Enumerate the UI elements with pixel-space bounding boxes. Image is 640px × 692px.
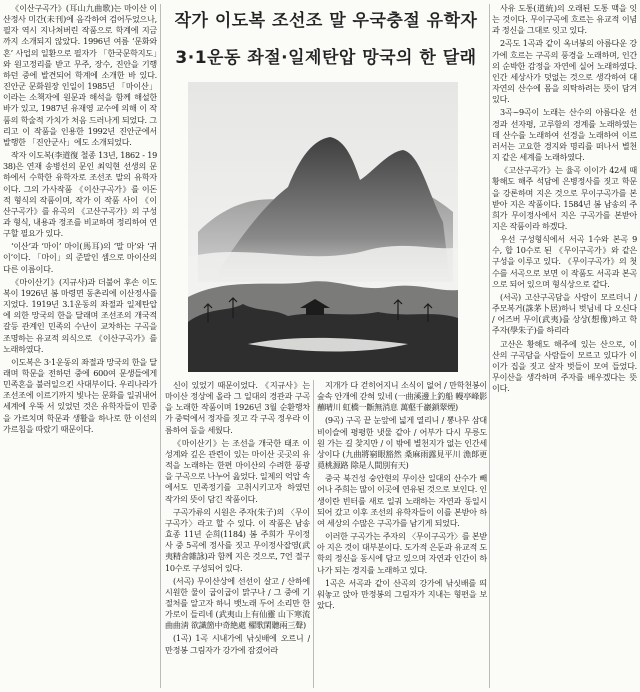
col1-paragraph: 《마이산기》(지규사)과 더불어 후손 이도복이 1926년 봄 마령면 동촌리에 이산정사를 지었다. 1919년 3.1운동의 좌절과 일제탄압에 의한 망국의 한을 달래며 조선조의 개국적 갈등 관계인 민족의 수난이 교차하는 구곡을 조명하는 유교적 의식으로 《이산구곡가》를 노래하였다.	[3, 276, 157, 354]
col2-paragraph: 구곡가류의 시원은 주자(朱子)의 〈무이구곡가〉라고 할 수 있다. 이 작품은 남송 효종 11년 순희(1184) 봄 주희가 무이정사 중 5곡에 정사를 짓고 무이정사잡영(武夷精舍雜詠)과 함께 지은 것으로, 7언 절구 10수로 구성되어 있다.	[165, 506, 310, 573]
ink-landscape-illustration	[188, 82, 458, 372]
col2-paragraph: (서곡) 무이산상에 선선이 살고 / 산하에 시원한 물이 굽이굽이 맑구나 / 그 중에 기절처를 알고자 하니 뱃노래 두어 소리만 한가로이 들리네 (武夷山上有仙靈 山下寒流曲曲淸 欲識箇中奇絶處 櫂歌閑聽兩三聲)	[165, 575, 310, 631]
col3-paragraph: 이러한 구곡가는 주자의 〈무이구곡가〉를 본받아 지은 것이 대부분이다. 도가적 은둔과 유교적 도학의 정신을 동시에 담고 있으며 자연과 인간이 하나가 되는 경지를 노래하고 있다.	[317, 531, 487, 575]
text-column-3	[317, 380, 487, 690]
col4-paragraph: 고산은 황해도 해주에 있는 산으로, 이 산의 구곡담을 사람들이 모르고 있다가 이이가 집을 짓고 살자 벗들이 모여 들었다. 무이산을 생각하며 주자를 배우겠다는 뜻이다.	[492, 338, 637, 394]
col4-paragraph: 3곡~9곡이 노래는 산수의 아름다운 선경과 선자평, 고루함의 경계를 노래하였는데 산수를 노래하여 선경을 노래하여 이르러서는 고요한 경지와 명리를 떠나서 별천지 같은 세계를 노래하였다.	[492, 107, 637, 163]
col1-paragraph: ‘이산’과 ‘마이’ 마이(馬耳)의 ‘말 마’와 ‘귀 이’이다. 「마이」의 준말인 셈으로 마이산의 다른 이름이다.	[3, 241, 157, 274]
col1-paragraph: 이도복은 3·1운동의 좌절과 망국의 한을 달래며 학문을 전하던 중에 600여 문생들에게 민족혼을 불러일으킨 사대부이다. 우리나라가 조선조에 이르기까지 빛나는 문화를 일궈내어 세계에 우뚝 서 있었던 것은 유학자들이 민중을 가르치며 학문과 생활을 하나로 한 이선의 가르침을 따랐기 때문이다.	[3, 356, 157, 434]
article-title-block	[165, 0, 487, 72]
col4-paragraph: 우선 구성형식에서 서곡 1수와 본곡 9수, 합 10수로 된 《무이구곡가》와 같은 구성을 이루고 있다. 《무이구곡가》의 첫 수를 서곡으로 보면 이 작품도 서곡과 본곡으로 되어 있으며 형식상으로 같다.	[492, 234, 637, 289]
text-column-1	[3, 3, 157, 689]
col4-paragraph: (서곡) 고산구곡담을 사람이 모르더니 / 주모복거(誅茅卜居)하니 벗님네 다 오신다 / 어즈버 무이(武夷)를 상상(想像)하고 학주자(學朱子)를 하리라	[492, 291, 637, 336]
col4-paragraph: 2곡도 1곡과 같이 옥녀봉의 아름다운 강가에 흐르는 구곡의 풍경을 노래하며, 인간의 순박한 감정을 자연에 실어 노래하였다. 인간 세상사가 덧없는 것으로 생각하여 대자연의 산수에 몸을 의탁하려는 뜻이 담겨 있다.	[492, 38, 637, 105]
col2-paragraph: 신이 있었기 때문이었다. 《지규사》는 마이산 정상에 올라 그 일대의 경관과 구곡을 노래한 작품이며 1926년 3월 순환행차가 중턱에서 정자를 짓고 각 구곡 정우라 이름하여 돌을 세웠다.	[165, 380, 310, 435]
col3-paragraph: 중국 북건성 숭안현의 무이산 일대의 산수가 빼어나 주희는 많이 이곳에 연유된 것으로 보인다. 인생이란 빈터를 새로 일궈 노래하는 자연과 동일시 되어 갔고 이후 조선의 유학자들이 이를 본받아 하여 세상의 수많은 구곡가를 남기게 되었다.	[317, 473, 487, 528]
col2-paragraph: 《마이산기》는 조선을 개국한 태조 이성계와 깊은 관련이 있는 마이산 곳곳의 유적을 노래하는 한편 마이산의 수려한 풍광을 구곡으로 나누어 읊었다. 일제의 억압 속에서도 민족정기를 고취시키고자 하였던 작가의 뜻이 담긴 작품이다.	[165, 437, 310, 504]
column-rule-2	[313, 380, 314, 688]
article-title-line-1: 작가 이도복 조선조 말 우국충절 유학자	[174, 11, 478, 31]
col1-paragraph: 작자 이도복(李道復 철종 13년, 1862 - 1938)은 연재 송병선의 문인 최익현 선생의 문하에서 수학한 유학자로 조선조 말의 유학자이다. 그의 가사작품 《이산구곡가》를 이돈적 형식의 작품이며, 작가 이 작품 사이 《이산구곡가》를 유곡의 《고산구곡가》의 구성과 형식, 내용과 정조를 비교하며 정리하여 연구할 필요가 있다.	[3, 150, 157, 239]
column-rule-1	[160, 4, 161, 688]
col3-paragraph: 1곡은 서곡과 같이 산곡의 강가에 낚싯배를 띄워놓고 앉아 만정봉의 그림자가 지내는 형편을 보았다.	[317, 577, 487, 610]
col3-paragraph: (9곡) 구곡 끝 눈앞에 넓게 열리니 / 뽕나무 삼대 비이슬에 평평한 냇물 같아 / 어부가 다시 무릉도원 가는 길 찾지만 / 이 밖에 별천지가 없는 인간세상이다 (九曲將窮眼豁然 桑麻雨露見平川 漁郞更覓桃源路 除是人間別有天)	[317, 415, 487, 471]
col4-paragraph: 사유 도통(道統)의 오래된 도통 맥을 잇는 것이다. 무이구곡에 흐르는 유교적 이념과 정신을 그대로 잇고 있다.	[492, 3, 637, 36]
text-column-4	[492, 3, 637, 689]
column-rule-3	[489, 4, 490, 688]
col2-paragraph: (1곡) 1곡 시내가에 낚싯배에 오르니 / 만정봉 그림자가 강가에 잠겼어라	[165, 633, 310, 655]
col3-paragraph: 지개가 다 걷히어지니 소식이 없어 / 만학천봉이 숲속 안개에 갇혀 있네 (一曲溪邊上釣船 幔亭峰影蘸晴川 虹橋一斷無消息 萬壑千巖鎖翠煙)	[317, 380, 487, 413]
col1-paragraph: 《이산구곡가》(耳山九曲歌)는 마이산 이산정사 미간(未刊)에 음각하여 검어두었으나, 필자 역시 지나쳐버린 작품으로 학계에 지금까지 소개되지 않았다. 1996년 여름 ‘문화와 혼’ 사업의 일환으로 필자가 「한국문학지도」와 원고정리를 받고 무주, 장수, 진안을 기행하던 중에 발견되어 학계에 소개한 바 있다. 진안군 문화원장 인일이 1985년 「마이산」이라는 소책자에 원문과 해석을 함께 해설한 바가 있고, 1987년 유재영 교수에 의해 이 작품의 학술적 가치가 처음 드러나게 되었다. 그리고 이 작품을 인용한 1992년 진안군에서 발행한 「진안군사」에도 소개되었다.	[3, 3, 157, 147]
col4-paragraph: 《고산구곡가》는 율곡 이이가 42세 때 황해도 해주 석담에 은병정사를 짓고 학문을 강론하며 지은 것으로 무이구곡가를 본받아 지은 작품이다. 1584년 봄 남송의 주희가 무이정사에서 지은 구곡가를 본받아 지은 작품이라 하겠다.	[492, 165, 637, 231]
article-title-line-2: 3·1운동 좌절·일제탄압 망국의 한 달래	[175, 48, 477, 68]
text-column-2	[165, 380, 310, 690]
